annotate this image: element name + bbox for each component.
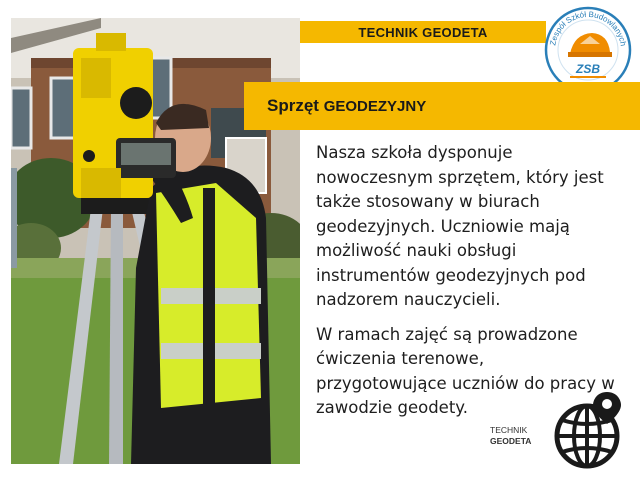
globe-pin-icon: [553, 390, 625, 470]
title-bar: [244, 82, 640, 130]
title-sub: GEODEZYJNY: [323, 98, 427, 115]
logo-initials: ZSB: [576, 62, 600, 76]
banner-title: TECHNIK GEODETA: [358, 24, 488, 40]
logo-ring-text: Zespół Szkół Budowlanych: [548, 9, 628, 47]
brand-line-1: TECHNIK: [490, 425, 528, 435]
paragraph-1: Nasza szkoła dysponuje nowoczesnym sprzętem, który jest także stosowany w biurach geodezyjnych. Uczniowie mają możliwość nauki obsługi instrumentów geodezyjnych pod nadzorem nauczycieli.: [316, 143, 604, 309]
paragraph-2: W ramach zajęć są prowadzone ćwiczenia terenowe, przygotowujące uczniów do pracy w zawodzie geodety.: [316, 324, 615, 417]
school-logo: [544, 6, 632, 94]
brand-mark: [490, 425, 531, 447]
top-banner: [300, 21, 546, 43]
brand-line-2: GEODETA: [490, 436, 532, 446]
body-text: [316, 141, 616, 431]
slide-title: [267, 96, 426, 116]
title-main: Sprzęt: [267, 96, 324, 115]
